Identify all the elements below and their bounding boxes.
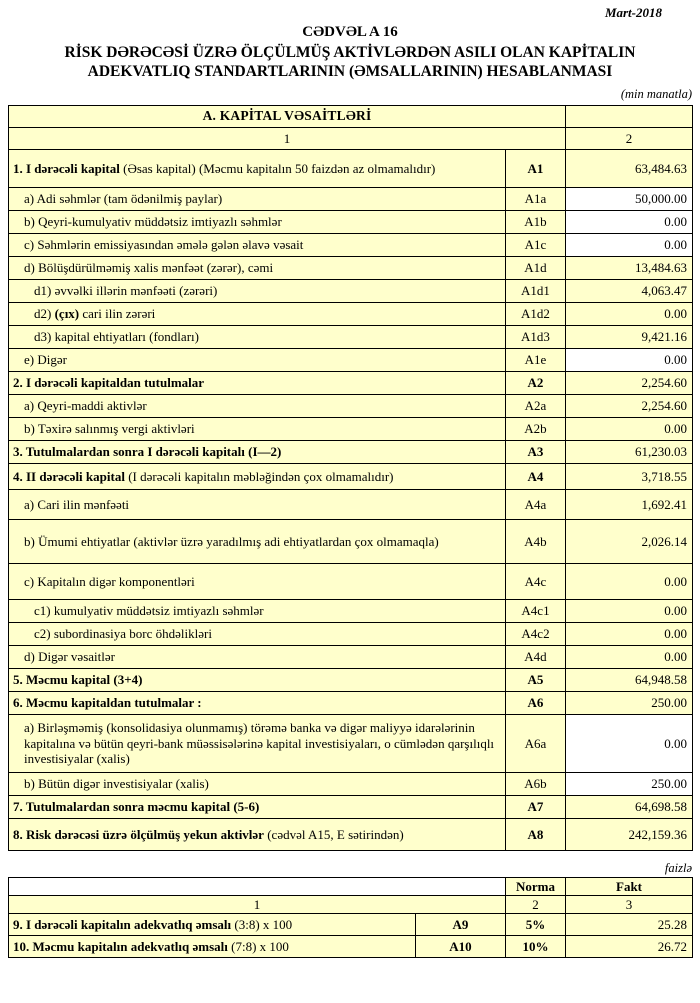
row-code: A1c xyxy=(506,233,566,256)
row-code: A4c xyxy=(506,563,566,599)
table-row xyxy=(9,325,693,348)
capital-table-title-spacer xyxy=(566,105,693,127)
row-code: A4c2 xyxy=(506,622,566,645)
table-row xyxy=(9,440,693,463)
row-text: d1) əvvəlki illərin mənfəəti (zərəri) xyxy=(34,283,218,299)
row-text: b) Ümumi ehtiyatlar (aktivlər üzrə yaradılmış adi ehtiyatlardan çox olmamaqla) xyxy=(24,533,439,549)
row-value: 0.00 xyxy=(566,622,693,645)
row-code: A1 xyxy=(506,149,566,187)
row-description xyxy=(9,417,506,440)
row-value: 61,230.03 xyxy=(566,440,693,463)
row-value: 0.00 xyxy=(566,599,693,622)
table-row xyxy=(9,210,693,233)
row-text: b) Bütün digər investisiyalar (xalis) xyxy=(24,776,209,792)
row-value: 0.00 xyxy=(566,210,693,233)
table-row xyxy=(9,668,693,691)
table-code-title: CƏDVƏL A 16 xyxy=(302,24,398,40)
row-text-bold: 6. Məcmu kapitaldan tutulmalar : xyxy=(13,695,202,711)
table-row xyxy=(9,394,693,417)
row-description xyxy=(9,563,506,599)
capital-table xyxy=(8,105,693,851)
row-value: 0.00 xyxy=(566,645,693,668)
row-text: b) Qeyri-kumulyativ müddətsiz imtiyazlı səhmlər xyxy=(24,214,282,230)
table-row xyxy=(9,599,693,622)
row-description xyxy=(9,256,506,279)
table-row xyxy=(9,519,693,563)
row-value: 64,698.58 xyxy=(566,795,693,818)
capital-table-title: A. KAPİTAL VƏSAİTLƏRİ xyxy=(9,105,566,127)
row-text: (cədvəl A15, E sətirindən) xyxy=(263,826,404,842)
row-text: d) Digər vəsaitlər xyxy=(24,649,115,665)
table-row xyxy=(9,279,693,302)
col-number-1: 1 xyxy=(9,127,566,149)
row-text: cari ilin zərəri xyxy=(79,306,156,322)
row-text: c2) subordinasiya borc öhdəlikləri xyxy=(34,626,212,642)
row-value: 0.00 xyxy=(566,233,693,256)
norma-column-header: Norma xyxy=(506,877,566,895)
table-row xyxy=(9,622,693,645)
row-code: A2b xyxy=(506,417,566,440)
row-description xyxy=(9,599,506,622)
row-text: (3:8) x 100 xyxy=(231,917,293,933)
row-code: A9 xyxy=(416,914,506,936)
row-text: c) Kapitalın digər komponentləri xyxy=(24,573,195,589)
row-text: c1) kumulyativ müddətsiz imtiyazlı səhmlər xyxy=(34,603,264,619)
table-row xyxy=(9,691,693,714)
row-code: A6b xyxy=(506,772,566,795)
row-description xyxy=(9,348,506,371)
row-description xyxy=(9,440,506,463)
row-text-bold: 10. Məcmu kapitalın adekvatlıq əmsalı xyxy=(13,939,228,955)
row-code: A6a xyxy=(506,714,566,772)
col-number-2: 2 xyxy=(566,127,693,149)
row-description xyxy=(9,187,506,210)
row-text-bold: 2. I dərəcəli kapitaldan tutulmalar xyxy=(13,375,205,391)
row-value: 13,484.63 xyxy=(566,256,693,279)
table-row xyxy=(9,149,693,187)
row-code: A5 xyxy=(506,668,566,691)
ratio-header-blank xyxy=(9,877,506,895)
row-value: 0.00 xyxy=(566,563,693,599)
row-value: 64,948.58 xyxy=(566,668,693,691)
row-description xyxy=(9,914,416,936)
row-code: A4d xyxy=(506,645,566,668)
table-row xyxy=(9,563,693,599)
row-code: A7 xyxy=(506,795,566,818)
row-code: A4c1 xyxy=(506,599,566,622)
table-row xyxy=(9,714,693,772)
ratio-col-number-2: 2 xyxy=(506,896,566,914)
row-value: 0.00 xyxy=(566,417,693,440)
row-value: 242,159.36 xyxy=(566,818,693,850)
ratio-col-number-3: 3 xyxy=(566,896,693,914)
row-description xyxy=(9,325,506,348)
row-code: A1a xyxy=(506,187,566,210)
table-row xyxy=(9,417,693,440)
row-code: A1b xyxy=(506,210,566,233)
report-title xyxy=(0,43,700,82)
row-value: 3,718.55 xyxy=(566,463,693,489)
row-text-bold: 1. I dərəcəli kapital xyxy=(13,160,120,176)
row-value: 4,063.47 xyxy=(566,279,693,302)
row-description xyxy=(9,691,506,714)
row-text-bold: 3. Tutulmalardan sonra I dərəcəli kapitalı (I—2) xyxy=(13,444,282,460)
table-row xyxy=(9,463,693,489)
row-value: 9,421.16 xyxy=(566,325,693,348)
row-text: b) Təxirə salınmış vergi aktivləri xyxy=(24,421,195,437)
row-text: (I dərəcəli kapitalın məbləğindən çox olmamalıdır) xyxy=(124,468,394,484)
row-code: A4 xyxy=(506,463,566,489)
row-description xyxy=(9,210,506,233)
row-description xyxy=(9,394,506,417)
capital-table-header-row xyxy=(9,105,693,127)
row-value: 2,026.14 xyxy=(566,519,693,563)
row-fakt: 26.72 xyxy=(566,936,693,958)
percent-note: faizlə xyxy=(664,860,692,875)
table-row xyxy=(9,772,693,795)
row-norma: 5% xyxy=(506,914,566,936)
table-row xyxy=(9,914,693,936)
row-description xyxy=(9,302,506,325)
row-description xyxy=(9,371,506,394)
row-description xyxy=(9,233,506,256)
row-description xyxy=(9,463,506,489)
ratio-header-row xyxy=(9,877,693,895)
row-description xyxy=(9,818,506,850)
table-row xyxy=(9,233,693,256)
row-code: A2 xyxy=(506,371,566,394)
row-description xyxy=(9,622,506,645)
row-fakt: 25.28 xyxy=(566,914,693,936)
table-row xyxy=(9,256,693,279)
row-text-bold: 9. I dərəcəli kapitalın adekvatlıq əmsalı xyxy=(13,917,232,933)
row-value: 63,484.63 xyxy=(566,149,693,187)
table-row xyxy=(9,302,693,325)
row-description xyxy=(9,714,506,772)
row-description xyxy=(9,668,506,691)
row-text-bold: 8. Risk dərəcəsi üzrə ölçülmüş yekun aktivlər xyxy=(13,826,264,842)
row-text: (7:8) x 100 xyxy=(227,939,289,955)
row-text: a) Cari ilin mənfəəti xyxy=(24,496,130,512)
row-description xyxy=(9,489,506,519)
row-code: A8 xyxy=(506,818,566,850)
row-description xyxy=(9,645,506,668)
row-code: A4a xyxy=(506,489,566,519)
table-row xyxy=(9,348,693,371)
row-value: 250.00 xyxy=(566,691,693,714)
report-date: Mart-2018 xyxy=(604,5,662,20)
row-text: a) Qeyri-maddi aktivlər xyxy=(24,398,147,414)
row-value: 2,254.60 xyxy=(566,371,693,394)
row-code: A6 xyxy=(506,691,566,714)
row-text-bold: 4. II dərəcəli kapital xyxy=(13,468,125,484)
table-row xyxy=(9,936,693,958)
row-code: A1d2 xyxy=(506,302,566,325)
row-code: A3 xyxy=(506,440,566,463)
ratio-table xyxy=(8,877,693,959)
row-text: a) Birləşməmiş (konsolidasiya olunmamış) törəmə banka və digər maliyyə idarələrinin kapitalına və bütün qeyri-bank müəssisələrinə kapital investisiyaları, o cümlədən qarşılıqlı investisiyalar (xalis) xyxy=(24,720,495,766)
row-norma: 10% xyxy=(506,936,566,958)
row-description xyxy=(9,279,506,302)
row-value: 2,254.60 xyxy=(566,394,693,417)
row-value: 250.00 xyxy=(566,772,693,795)
row-description xyxy=(9,149,506,187)
row-text: d2) xyxy=(34,306,55,322)
row-value: 0.00 xyxy=(566,302,693,325)
row-code: A2a xyxy=(506,394,566,417)
row-code: A1d xyxy=(506,256,566,279)
row-code: A1e xyxy=(506,348,566,371)
row-description xyxy=(9,795,506,818)
table-row xyxy=(9,818,693,850)
row-text-bold: (çıx) xyxy=(54,306,80,322)
row-text: c) Səhmlərin emissiyasından əmələ gələn əlavə vəsait xyxy=(24,237,304,253)
fakt-column-header: Fakt xyxy=(566,877,693,895)
capital-table-colnum-row xyxy=(9,127,693,149)
unit-note: (min manatla) xyxy=(620,86,692,101)
row-text-bold: 5. Məcmu kapital (3+4) xyxy=(13,672,143,688)
row-text: a) Adi səhmlər (tam ödənilmiş paylar) xyxy=(24,191,223,207)
table-row xyxy=(9,645,693,668)
ratio-colnum-row xyxy=(9,896,693,914)
row-description xyxy=(9,519,506,563)
row-text: (Əsas kapital) (Məcmu kapitalın 50 faizdən az olmamalıdır) xyxy=(119,160,436,176)
table-row xyxy=(9,489,693,519)
table-row xyxy=(9,795,693,818)
row-text: d) Bölüşdürülməmiş xalis mənfəət (zərər), cəmi xyxy=(24,260,274,276)
row-value: 50,000.00 xyxy=(566,187,693,210)
row-description xyxy=(9,936,416,958)
table-row xyxy=(9,187,693,210)
row-description xyxy=(9,772,506,795)
row-text: d3) kapital ehtiyatları (fondları) xyxy=(34,329,199,345)
row-value: 1,692.41 xyxy=(566,489,693,519)
row-code: A1d3 xyxy=(506,325,566,348)
row-text: e) Digər xyxy=(24,352,67,368)
row-value: 0.00 xyxy=(566,714,693,772)
row-code: A1d1 xyxy=(506,279,566,302)
table-row xyxy=(9,371,693,394)
row-text-bold: 7. Tutulmalardan sonra məcmu kapital (5-6) xyxy=(13,799,260,815)
row-value: 0.00 xyxy=(566,348,693,371)
row-code: A10 xyxy=(416,936,506,958)
report-title-line1: RİSK DƏRƏCƏSİ ÜZRƏ ÖLÇÜLMÜŞ AKTİVLƏRDƏN ASILI OLAN KAPİTALIN xyxy=(64,44,636,61)
row-code: A4b xyxy=(506,519,566,563)
report-title-line2: ADEKVATLIQ STANDARTLARININ (ƏMSALLARININ) HESABLANMASI xyxy=(87,63,613,81)
ratio-col-number-1: 1 xyxy=(9,896,506,914)
